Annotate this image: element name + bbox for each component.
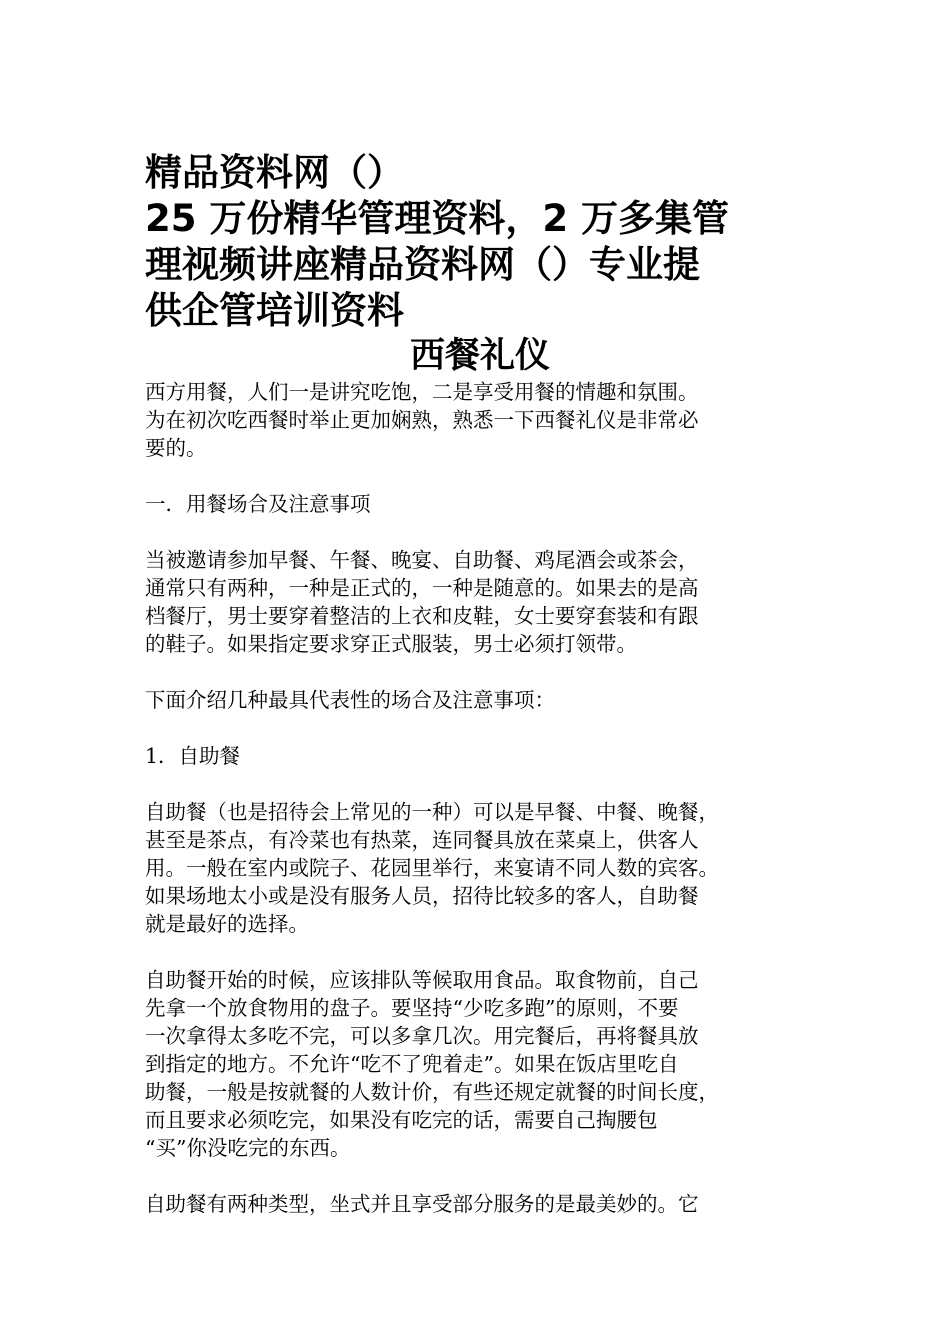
header-line: 供企管培训资料 xyxy=(145,289,404,332)
document-title: 西餐礼仪 xyxy=(409,336,550,376)
text-line: 用。一般在室内或院子、花园里举行，来宴请不同人数的宾客。 xyxy=(145,856,719,880)
text-line: 而且要求必须吃完，如果没有吃完的话，需要自己掏腰包 xyxy=(145,1108,658,1132)
text-line: 甚至是茶点，有冷菜也有热菜，连同餐具放在菜桌上，供客人 xyxy=(145,828,699,852)
paragraph-spacer xyxy=(145,770,815,798)
text-line: “买”你没吃完的东西。 xyxy=(145,1136,351,1160)
text-line: 通常只有两种，一种是正式的，一种是随意的。如果去的是高 xyxy=(145,576,699,600)
paragraph-buffet-etiquette xyxy=(145,966,815,1162)
paragraph-spacer xyxy=(145,1162,815,1190)
text-line: 自助餐（也是招待会上常见的一种）可以是早餐、中餐、晚餐， xyxy=(145,800,719,824)
text-line: 到指定的地方。不允许“吃不了兜着走”。如果在饭店里吃自 xyxy=(145,1052,679,1076)
paragraph-spacer xyxy=(145,714,815,742)
document-page xyxy=(145,150,815,1218)
text-line: 西方用餐，人们一是讲究吃饱，二是享受用餐的情趣和氛围。 xyxy=(145,380,699,404)
text-line: 下面介绍几种最具代表性的场合及注意事项： xyxy=(145,688,555,712)
paragraph-intro xyxy=(145,378,815,462)
paragraph-dress-code xyxy=(145,546,815,658)
header-line: 精品资料网（） xyxy=(145,151,404,194)
text-line: 当被邀请参加早餐、午餐、晚宴、自助餐、鸡尾酒会或茶会， xyxy=(145,548,699,572)
text-line: 如果场地太小或是没有服务人员，招待比较多的客人，自助餐 xyxy=(145,884,699,908)
text-line: 一．用餐场合及注意事项 xyxy=(145,492,371,516)
paragraph-buffet-types xyxy=(145,1190,815,1218)
section-heading xyxy=(145,490,815,518)
header-line: 理视频讲座精品资料网（）专业提 xyxy=(145,243,700,286)
text-line: 的鞋子。如果指定要求穿正式服装，男士必须打领带。 xyxy=(145,632,637,656)
paragraph-buffet-overview xyxy=(145,798,815,938)
text-line: 先拿一个放食物用的盘子。要坚持“少吃多跑”的原则，不要 xyxy=(145,996,679,1020)
paragraph-spacer xyxy=(145,938,815,966)
document-header xyxy=(145,150,815,334)
text-line: 自助餐开始的时候，应该排队等候取用食品。取食物前，自己 xyxy=(145,968,699,992)
text-line: 1．自助餐 xyxy=(145,744,241,768)
text-line: 档餐厅，男士要穿着整洁的上衣和皮鞋，女士要穿套装和有跟 xyxy=(145,604,699,628)
paragraph-spacer xyxy=(145,518,815,546)
subsection-heading xyxy=(145,742,815,770)
paragraph-spacer xyxy=(145,658,815,686)
paragraph-spacer xyxy=(145,462,815,490)
text-line: 为在初次吃西餐时举止更加娴熟，熟悉一下西餐礼仪是非常必 xyxy=(145,408,699,432)
text-line: 自助餐有两种类型，坐式并且享受部分服务的是最美妙的。它 xyxy=(145,1192,699,1216)
text-line: 助餐，一般是按就餐的人数计价，有些还规定就餐的时间长度， xyxy=(145,1080,719,1104)
text-line: 要的。 xyxy=(145,436,207,460)
paragraph-intro-occasions xyxy=(145,686,815,714)
text-line: 就是最好的选择。 xyxy=(145,912,309,936)
text-line: 一次拿得太多吃不完，可以多拿几次。用完餐后，再将餐具放 xyxy=(145,1024,699,1048)
header-line: 25 万份精华管理资料，2 万多集管 xyxy=(145,197,729,240)
